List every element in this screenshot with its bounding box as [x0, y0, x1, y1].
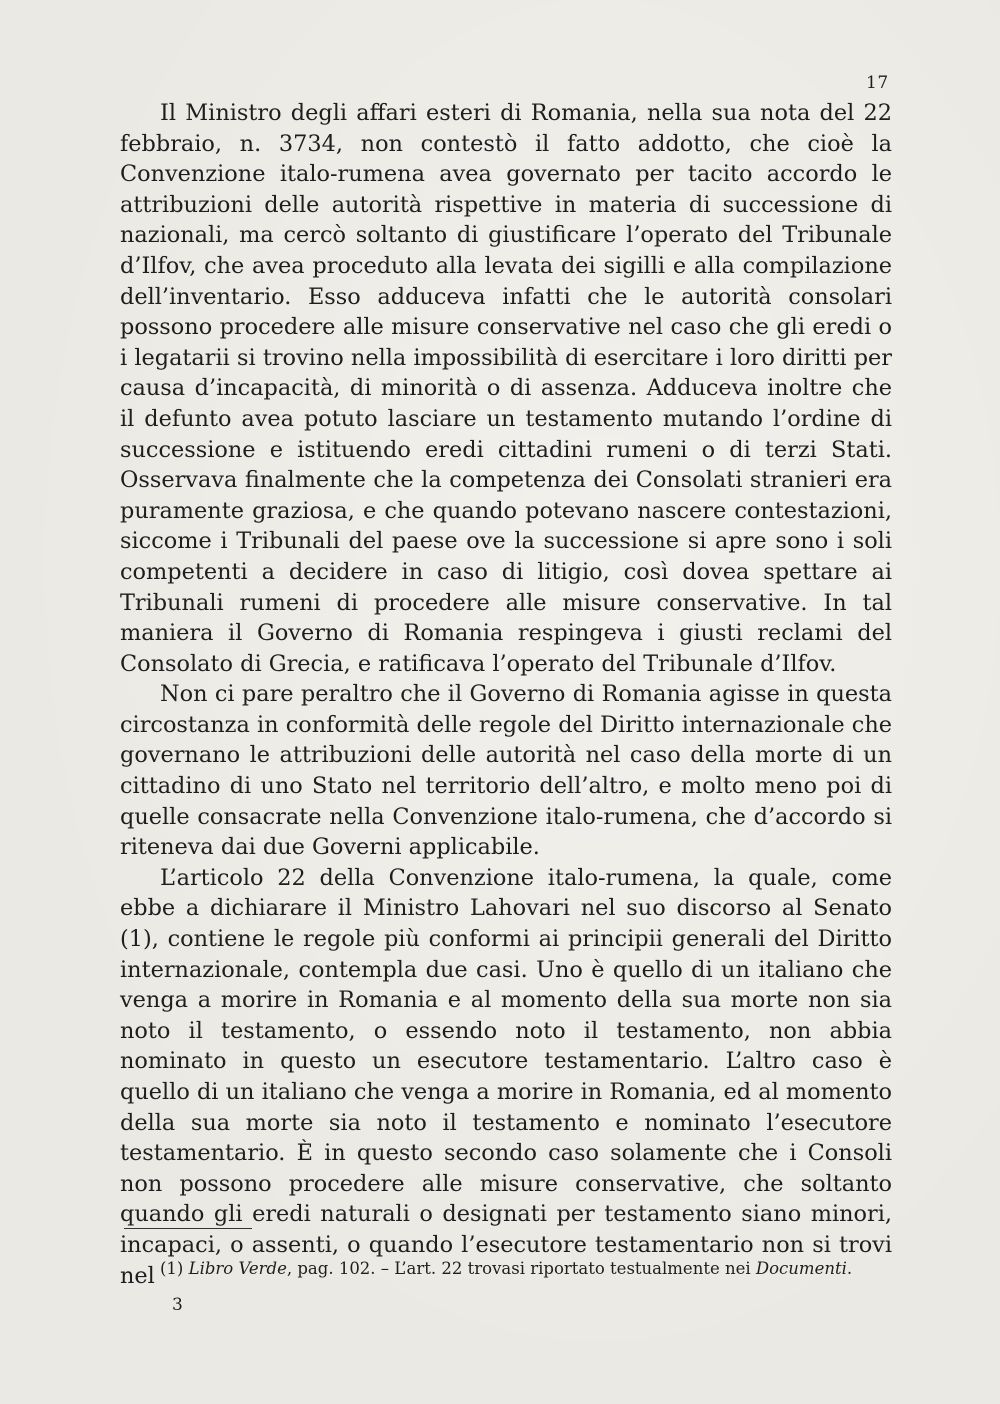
- footnote-end: .: [846, 1259, 853, 1278]
- signature-mark: 3: [172, 1295, 183, 1315]
- paragraph-1: Il Ministro degli affari esteri di Romania, nella sua nota del 22 febbraio, n. 3734, non contestò il fatto addotto, che cioè la Convenzione italo-rumena avea governato per tacito accordo le attribuzioni delle autorità rispettive in materia di successione di nazionali, ma cercò soltanto di giustificare l’operato del Tribunale d’Ilfov, che avea proceduto alla levata dei sigilli e alla compilazione dell’inventario. Esso adduceva infatti che le autorità consolari possono procedere alle misure conservative nel caso che gli eredi o i legatarii si trovino nella impossibilità di esercitare i loro diritti per causa d’incapacità, di minorità o di assenza. Adduceva inoltre che il defunto avea potuto lasciare un testamento mutando l’ordine di successione e istituendo eredi cittadini rumeni o di terzi Stati. Osservava finalmente che la competenza dei Consolati stranieri era puramente graziosa, e che quando potevano nascere contestazioni, siccome i Tribunali del paese ove la successione si apre sono i soli competenti a decidere in caso di litigio, così dovea spettare ai Tribunali rumeni di procedere alle misure conservative. In tal maniera il Governo di Romania respingeva i giusti reclami del Consolato di Grecia, e ratificava l’operato del Tribunale d’Ilfov.: [120, 100, 892, 677]
- footnote-documents: Documenti: [755, 1259, 847, 1278]
- footnote-source-title: Libro Verde: [188, 1259, 287, 1278]
- footnote-marker: (1): [160, 1259, 184, 1278]
- paragraph-2: Non ci pare peraltro che il Governo di Romania agisse in questa circostanza in conformità delle regole del Diritto internazionale che governano le attribuzioni delle autorità nel caso della morte di un cittadino di uno Stato nel territorio dell’altro, e molto meno poi di quelle consacrate nella Convenzione italo-rumena, che d’accordo si riteneva dai due Governi applicabile.: [120, 681, 892, 861]
- footnote: [160, 1258, 900, 1280]
- body-text: [120, 98, 892, 1291]
- footnote-divider: [124, 1228, 252, 1229]
- paragraph-3: L’articolo 22 della Convenzione italo-rumena, la quale, come ebbe a dichiarare il Ministro Lahovari nel suo discorso al Senato (1), contiene le regole più conformi ai principii generali del Diritto internazionale, contempla due casi. Uno è quello di un italiano che venga a morire in Romania e al momento della sua morte non sia noto il testamento, o essendo noto il testamento, non abbia nominato in questo un esecutore testamentario. L’altro caso è quello di un italiano che venga a morire in Romania, ed al momento della sua morte sia noto il testamento e nominato l’esecutore testamentario. È in questo secondo caso solamente che i Consoli non possono procedere alle misure conservative, che soltanto quando gli eredi naturali o designati per testamento siano minori, incapaci, o assenti, o quando l’esecutore testamentario non si trovi nel: [120, 864, 892, 1289]
- page-number: 17: [866, 73, 889, 93]
- footnote-text: , pag. 102. – L’art. 22 trovasi riportato testualmente nei: [286, 1259, 756, 1278]
